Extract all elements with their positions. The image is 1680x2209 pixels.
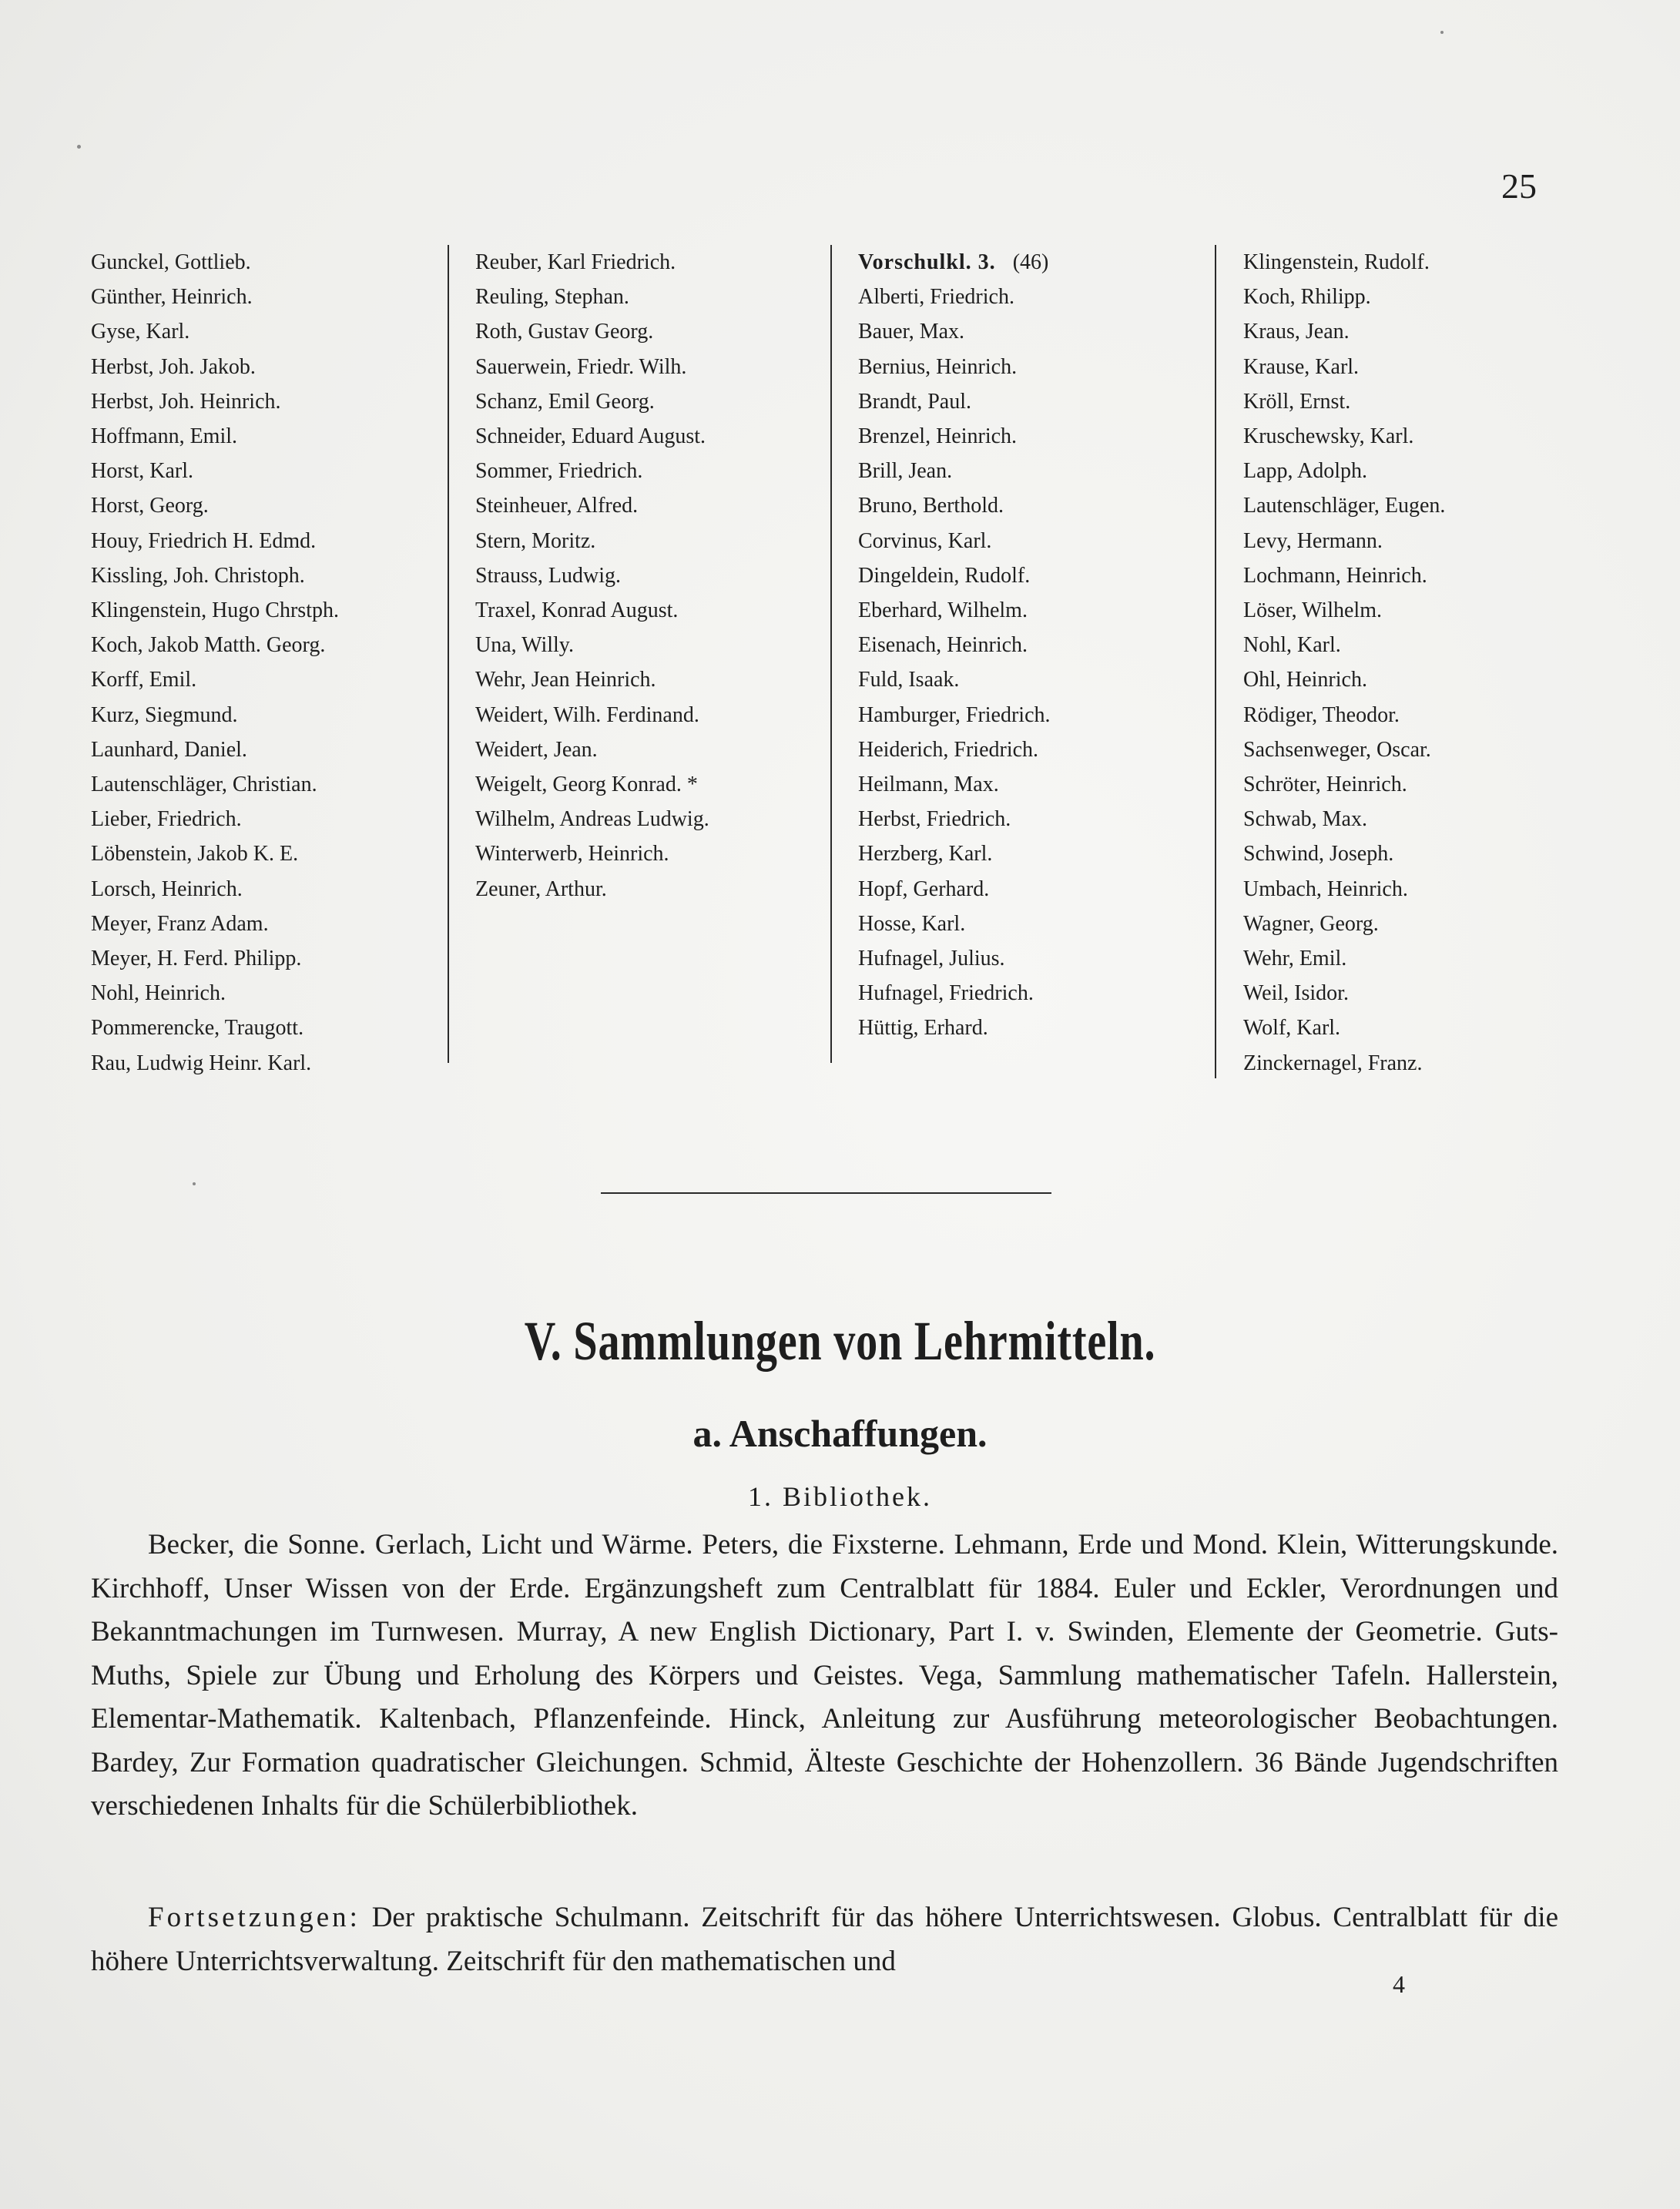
student-name: Pommerencke, Traugott. — [91, 1016, 304, 1041]
student-name: Umbach, Heinrich. — [1243, 877, 1408, 901]
section-separator — [601, 1192, 1051, 1194]
student-name: Dingeldein, Rudolf. — [858, 563, 1031, 588]
student-name: Brandt, Paul. — [858, 389, 971, 414]
student-name: Schwab, Max. — [1243, 807, 1367, 832]
student-name: Lieber, Friedrich. — [91, 807, 242, 832]
student-name: Weil, Isidor. — [1243, 981, 1349, 1006]
name-column-1 — [91, 245, 339, 1081]
paper-speck — [193, 1182, 196, 1185]
student-name: Hoffmann, Emil. — [91, 424, 238, 449]
student-name: Krause, Karl. — [1243, 354, 1360, 379]
student-name: Eberhard, Wilhelm. — [858, 598, 1028, 623]
student-name: Levy, Hermann. — [1243, 528, 1383, 553]
student-name: Hufnagel, Friedrich. — [858, 981, 1034, 1006]
student-name: Weigelt, Georg Konrad. * — [475, 773, 698, 797]
student-name: Zinckernagel, Franz. — [1243, 1051, 1423, 1075]
student-name: Herzberg, Karl. — [858, 842, 993, 867]
student-name: Lochmann, Heinrich. — [1243, 563, 1427, 588]
student-name: Horst, Karl. — [91, 459, 193, 484]
name-column-2 — [475, 245, 709, 907]
student-name: Reuling, Stephan. — [475, 285, 629, 310]
student-name: Hosse, Karl. — [858, 911, 966, 936]
student-name: Rödiger, Theodor. — [1243, 702, 1400, 727]
student-name: Kissling, Joh. Christoph. — [91, 563, 305, 588]
library-acquisitions-paragraph: Becker, die Sonne. Gerlach, Licht und Wärme. Peters, die Fixsterne. Lehmann, Erde und Mond. Klein, Witterungskunde. Kirchhoff, Unser Wissen von der Erde. Ergänzungsheft zum Centralblatt für 1884. Euler und Eckler, Verordnungen und Bekanntmachungen im Turnwesen. Murray, A new English Dictionary, Part I. v. Swinden, Elemente der Geometrie. Guts-Muths, Spiele zur Übung und Erholung des Körpers und Geistes. Vega, Sammlung mathematischer Tafeln. Hallerstein, Elementar-Mathematik. Kaltenbach, Pflanzenfeinde. Hinck, Anleitung zur Ausführung meteorologischer Beobachtungen. Bardey, Zur Formation quadratischer Gleichungen. Schmid, Älteste Geschichte der Hohenzollern. 36 Bände Jugendschriften verschiedenen Inhalts für die Schülerbibliothek. — [91, 1529, 1558, 1822]
student-name: Herbst, Joh. Heinrich. — [91, 389, 281, 414]
student-name: Herbst, Friedrich. — [858, 807, 1011, 832]
subsubsection-title: 1. Bibliothek. — [748, 1481, 932, 1512]
student-name: Ohl, Heinrich. — [1243, 668, 1367, 692]
student-name: Wilhelm, Andreas Ludwig. — [475, 807, 709, 832]
student-name: Bauer, Max. — [858, 320, 965, 344]
student-name: Reuber, Karl Friedrich. — [475, 250, 676, 274]
student-name: Rau, Ludwig Heinr. Karl. — [91, 1051, 312, 1075]
name-column-4 — [1243, 245, 1445, 1081]
student-name: Gunckel, Gottlieb. — [91, 250, 251, 274]
student-name: Heiderich, Friedrich. — [858, 737, 1039, 762]
student-name: Gyse, Karl. — [91, 320, 190, 344]
student-name: Löbenstein, Jakob K. E. — [91, 842, 299, 867]
student-name: Sauerwein, Friedr. Wilh. — [475, 354, 687, 379]
student-name: Corvinus, Karl. — [858, 528, 992, 553]
student-name: Winterwerb, Heinrich. — [475, 842, 669, 867]
student-name: Koch, Jakob Matth. Georg. — [91, 633, 326, 658]
student-name: Lautenschläger, Eugen. — [1243, 494, 1446, 518]
student-name: Launhard, Daniel. — [91, 737, 247, 762]
student-name: Bernius, Heinrich. — [858, 354, 1018, 379]
paper-speck — [1440, 31, 1444, 34]
student-name: Koch, Rhilipp. — [1243, 285, 1371, 310]
continuations-label: Fortsetzungen: — [148, 1902, 360, 1933]
student-name: Klingenstein, Rudolf. — [1243, 250, 1430, 274]
student-name: Nohl, Heinrich. — [91, 981, 226, 1006]
student-name: Strauss, Ludwig. — [475, 563, 621, 588]
student-name: Brenzel, Heinrich. — [858, 424, 1018, 449]
student-name: Eisenach, Heinrich. — [858, 633, 1028, 658]
student-name: Meyer, Franz Adam. — [91, 911, 269, 936]
student-name: Herbst, Joh. Jakob. — [91, 354, 256, 379]
student-name: Lautenschläger, Christian. — [91, 773, 317, 797]
student-name: Horst, Georg. — [91, 494, 209, 518]
class-heading-title: Vorschulkl. 3. — [858, 250, 996, 274]
student-name: Hamburger, Friedrich. — [858, 702, 1051, 727]
student-name: Wagner, Georg. — [1243, 911, 1379, 936]
class-heading — [858, 245, 1051, 280]
student-name: Roth, Gustav Georg. — [475, 320, 654, 344]
student-name: Hopf, Gerhard. — [858, 877, 990, 901]
student-name: Günther, Heinrich. — [91, 285, 253, 310]
continuations-text: Der praktische Schulmann. Zeitschrift für das höhere Unterrichtswesen. Globus. Centralblatt für die höhere Unterrichtsverwaltung. Zeitschrift für den mathematischen und — [91, 1902, 1558, 1977]
printer-signature: 4 — [1393, 1970, 1405, 1998]
student-name: Löser, Wilhelm. — [1243, 598, 1382, 623]
student-name: Korff, Emil. — [91, 668, 197, 692]
student-name: Wehr, Emil. — [1243, 947, 1347, 971]
student-name: Kröll, Ernst. — [1243, 389, 1351, 414]
column-divider — [1215, 245, 1216, 1078]
student-name: Traxel, Konrad August. — [475, 598, 679, 623]
student-name: Kraus, Jean. — [1243, 320, 1350, 344]
name-column-3 — [858, 245, 1051, 1046]
student-name: Alberti, Friedrich. — [858, 285, 1014, 310]
student-name: Weidert, Jean. — [475, 737, 598, 762]
column-divider — [830, 245, 832, 1063]
student-name: Stern, Moritz. — [475, 528, 596, 553]
student-name: Heilmann, Max. — [858, 773, 999, 797]
paper-speck — [77, 145, 81, 149]
class-heading-count: (46) — [1012, 250, 1049, 274]
student-name: Houy, Friedrich H. Edmd. — [91, 528, 317, 553]
student-name: Lapp, Adolph. — [1243, 459, 1367, 484]
student-name: Schanz, Emil Georg. — [475, 389, 655, 414]
student-name: Fuld, Isaak. — [858, 668, 960, 692]
student-name: Zeuner, Arthur. — [475, 877, 607, 901]
student-name: Sachsenweger, Oscar. — [1243, 737, 1431, 762]
student-name: Kurz, Siegmund. — [91, 702, 238, 727]
student-name: Lorsch, Heinrich. — [91, 877, 243, 901]
student-name: Una, Willy. — [475, 633, 574, 658]
subsection-title: a. Anschaffungen. — [692, 1412, 988, 1455]
student-name: Schröter, Heinrich. — [1243, 773, 1407, 797]
student-name: Hufnagel, Julius. — [858, 947, 1005, 971]
student-name: Steinheuer, Alfred. — [475, 494, 639, 518]
section-title: V. Sammlungen von Lehrmitteln. — [524, 1310, 1156, 1372]
student-name: Klingenstein, Hugo Chrstph. — [91, 598, 339, 623]
student-name: Nohl, Karl. — [1243, 633, 1341, 658]
student-name: Weidert, Wilh. Ferdinand. — [475, 702, 699, 727]
student-name: Schneider, Eduard August. — [475, 424, 706, 449]
student-name: Wehr, Jean Heinrich. — [475, 668, 656, 692]
student-name: Wolf, Karl. — [1243, 1016, 1341, 1041]
student-name: Kruschewsky, Karl. — [1243, 424, 1414, 449]
student-name: Brill, Jean. — [858, 459, 953, 484]
continuations-paragraph — [91, 1896, 1558, 1983]
page-number: 25 — [1501, 166, 1537, 206]
column-divider — [448, 245, 449, 1063]
student-name: Bruno, Berthold. — [858, 494, 1004, 518]
student-name: Schwind, Joseph. — [1243, 842, 1394, 867]
student-name: Sommer, Friedrich. — [475, 459, 643, 484]
student-name: Hüttig, Erhard. — [858, 1016, 988, 1041]
student-name: Meyer, H. Ferd. Philipp. — [91, 947, 302, 971]
